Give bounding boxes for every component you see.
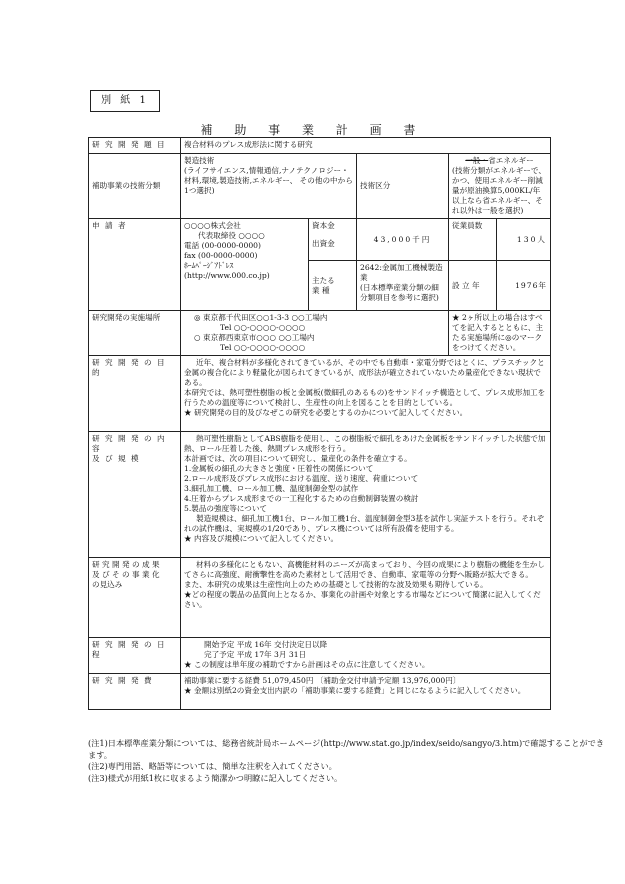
capital-value: 43,000千円 [357, 219, 449, 261]
tech-category-cell [449, 154, 551, 219]
location-row [89, 311, 551, 356]
outlook-row [89, 558, 551, 638]
industry-value: 2642:金属加工機械製造業 (日本標準産業分類の細分類項目を参考に選択) [357, 261, 449, 311]
capital-label-2: 出資金 [312, 239, 335, 249]
applicant-homepage-label: ﾎｰﾑﾍﾟｰｼﾞｱﾄﾞﾚｽ [184, 261, 234, 271]
plan-table [88, 137, 551, 710]
category-struck: 一般・ [465, 156, 489, 165]
applicant-homepage: (http://www.000.co.jp) [184, 271, 270, 281]
footnote: (注3)様式が用紙1枚に収まるよう簡潔かつ明瞭に記入してください。 [88, 772, 343, 783]
category-note: (技術分類がエネルギーで、かつ、使用エネルギー削減量が原油換算5,000KL/年以上なら省エネルギー、それ以外は一般を選択) [452, 166, 546, 216]
content-item: 4.圧着からプレス成形までの一工程化するための自動制御装置の検討 [184, 494, 419, 504]
purpose-row [89, 356, 551, 432]
location-place-2: ○ 東京都西東京市○○○ ○○工場内 [194, 333, 315, 343]
outlook-note: ★どの程度の製品の品質向上となるか、事業化の計画や対象とする市場などについて簡潔に記入してください。 [184, 590, 541, 610]
location-tel-2: Tel ○○-○○○○-○○○○ [220, 343, 306, 353]
category-value: 省エネルギー [488, 156, 534, 165]
purpose-text: 近年、複合材料が多様化されてきているが、その中でも自動車・家電分野ではとくに、プラスチックと金属の複合化により軽量化が図られてきているが、成形法が確立されていないため量産化できない現状である。 本研究では、熱可塑性樹脂の板と金属板(微細孔のあるもの)をサンドイッチ構造として、プレス成形加工を行うための温度等について検討し、生産性の向上を図ることを目的としている。 [184, 358, 546, 408]
tech-category-label: 技術区分 [357, 154, 449, 219]
footnote: (注2)専門用語、略語等については、簡単な注釈を入れてください。 [88, 761, 337, 772]
employees-label: 従業員数 [449, 219, 497, 261]
tech-field-value: 製造技術 (ライフサイエンス,情報通信,ナノテクノロジー・材料,環境,製造技術,エネルギー、 その他の中から1つ選択) [181, 154, 357, 219]
content-item: 3.細孔加工機、ロール加工機、温度制御金型の試作 [184, 484, 359, 494]
applicant-company: ○○○○株式会社 [184, 221, 241, 231]
tech-field-label: 補助事業の技術分類 [89, 154, 181, 219]
content-item: 1.金属板の細孔の大きさと強度・圧着性の関係について [184, 464, 374, 474]
applicant-fax: fax (00-0000-0000) [184, 251, 258, 261]
content-row [89, 432, 551, 558]
employees-value: 130人 [497, 219, 551, 261]
cost-amount: 補助事業に要する経費 51,079,450円 〔補助金交付申請予定額 13,976,000円〕 [184, 676, 461, 686]
content-item: 5.製品の強度等について [184, 504, 268, 514]
footnotes [88, 738, 608, 785]
outlook-label: 研 究 開 発 の 成 果 及 び そ の 事 業 化 の見込み [89, 558, 181, 638]
location-label: 研究開発の実施場所 [89, 311, 181, 356]
document-title: 補 助 事 業 計 画 書 [200, 123, 425, 137]
capital-label-cell [309, 219, 357, 261]
schedule-end: 完了予定 平成 17年 3月 31日 [204, 650, 307, 660]
cost-cell [181, 674, 551, 710]
applicant-representative: 代表取締役 ○○○○ [198, 231, 265, 241]
outlook-cell [181, 558, 551, 638]
purpose-label: 研 究 開 発 の 目 的 [89, 356, 181, 432]
theme-value: 複合材料のプレス成形法に関する研究 [181, 138, 551, 154]
purpose-note: ★ 研究開発の目的及びなぜこの研究を必要とするのかについて記入してください。 [184, 408, 468, 418]
applicant-details [181, 219, 309, 311]
content-label: 研 究 開 発 の 内 容 及 び 規 模 [89, 432, 181, 558]
content-note: ★ 内容及び規模について記入してください。 [184, 534, 339, 544]
content-intro: 熱可塑性樹脂としてABS樹脂を使用し、この樹脂板で細孔をあけた金属板をサンドイッチした状態で加熱、ロール圧着した後、熱間プレス成形を行う。 本計画では、次の項目について研究し、量産化の条件を確立する。 [184, 434, 546, 464]
cost-row [89, 674, 551, 710]
industry-label: 主たる 業 種 [309, 261, 357, 311]
theme-row [89, 138, 551, 154]
schedule-label: 研 究 開 発 の 日 程 [89, 638, 181, 674]
capital-label: 資本金 [312, 221, 335, 231]
schedule-note: ★ この制度は単年度の補助ですから計画はその点に注意してください。 [184, 660, 430, 670]
schedule-start: 開始予定 平成 16年 交付決定日以降 [204, 640, 328, 650]
cost-label: 研 究 開 発 費 [89, 674, 181, 710]
location-place-1: ◎ 東京都千代田区○○1-3-3 ○○工場内 [194, 313, 328, 323]
location-note: ★ 2ヶ所以上の場合はすべてを記入するとともに、主たる実施場所に◎のマークをつけてください。 [449, 311, 551, 356]
schedule-cell [181, 638, 551, 674]
content-cell [181, 432, 551, 558]
applicant-row-1 [89, 219, 551, 261]
cost-note: ★ 金額は別紙2の資金支出内訳の「補助事業に要する経費」と同じになるように記入してください。 [184, 686, 526, 696]
purpose-cell [181, 356, 551, 432]
outlook-text: 材料の多様化にともない、高機能材料のニーズが高まっており、今回の成果により樹脂の機能を生かしてさらに高強度、耐衝撃性を高めた素材として活用でき、自動車、家電等の分野へ販路が拡大できる。 また、本研究の成果は生産性向上のための基礎として技術的な波及効果も期待している。 [184, 560, 545, 590]
attachment-label: 別 紙 1 [90, 90, 160, 112]
applicant-label: 申 請 者 [89, 219, 181, 311]
schedule-row [89, 638, 551, 674]
footnote: (注1)日本標準産業分類については、総務省統計局ホームページ(http://www.stat.go.jp/index/seido/sangyo/3.htm)で確認することができます。 [88, 738, 605, 760]
tech-field-row [89, 154, 551, 219]
content-scale: 製造規模は、細孔加工機1台、ロール加工機1台、温度制御金型3基を試作し実証テストを行う。それぞれの試作機は、実規模の1/20であり、プレス機については所有設備を使用する。 [184, 514, 545, 534]
applicant-phone: 電話 (00-0000-0000) [184, 241, 261, 251]
location-places [181, 311, 449, 356]
content-item: 2.ロール成形及びプレス成形における温度、送り速度、荷重について [184, 474, 419, 484]
theme-label: 研 究 開 発 題 目 [89, 138, 181, 154]
established-value: 1976年 [497, 261, 551, 311]
established-label: 設 立 年 [449, 261, 497, 311]
location-tel-1: Tel ○○-○○○○-○○○○ [220, 323, 306, 333]
